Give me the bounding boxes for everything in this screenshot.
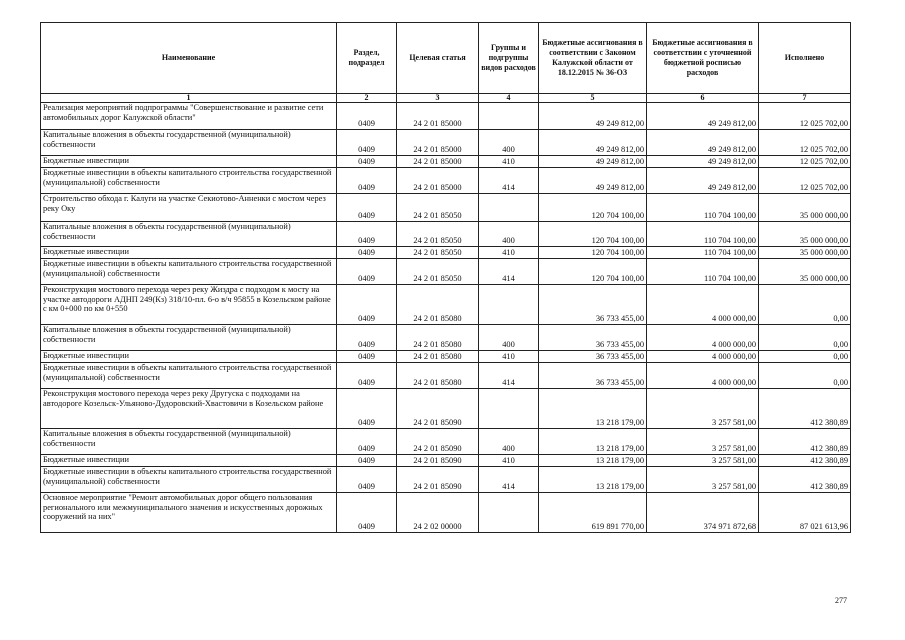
cell-refined-allocation: 4 000 000,00	[647, 325, 759, 351]
cell-target: 24 2 01 85080	[397, 351, 479, 363]
cell-name: Бюджетные инвестиции в объекты капитального строительства государственной (муниципальной) собственности	[41, 467, 337, 493]
table-row	[41, 351, 851, 363]
cell-section: 0409	[337, 389, 397, 429]
cell-section: 0409	[337, 103, 397, 130]
cell-target: 24 2 01 85000	[397, 130, 479, 156]
cell-executed: 0,00	[759, 325, 851, 351]
cell-executed: 35 000 000,00	[759, 259, 851, 285]
table-row	[41, 389, 851, 429]
header-executed: Исполнено	[759, 23, 851, 94]
table-row	[41, 285, 851, 325]
cell-law-allocation: 36 733 455,00	[539, 351, 647, 363]
cell-executed: 12 025 702,00	[759, 156, 851, 168]
cell-section: 0409	[337, 222, 397, 247]
cell-target: 24 2 01 85090	[397, 389, 479, 429]
cell-refined-allocation: 49 249 812,00	[647, 103, 759, 130]
cell-target: 24 2 01 85080	[397, 285, 479, 325]
cell-law-allocation: 36 733 455,00	[539, 325, 647, 351]
cell-law-allocation: 13 218 179,00	[539, 389, 647, 429]
cell-section: 0409	[337, 259, 397, 285]
cell-name: Бюджетные инвестиции	[41, 351, 337, 363]
table-row	[41, 467, 851, 493]
cell-group: 400	[479, 130, 539, 156]
budget-table	[40, 22, 851, 533]
cell-refined-allocation: 110 704 100,00	[647, 259, 759, 285]
cell-executed: 12 025 702,00	[759, 168, 851, 194]
table-row	[41, 493, 851, 533]
cell-refined-allocation: 4 000 000,00	[647, 363, 759, 389]
table-row	[41, 156, 851, 168]
header-groups: Группы и подгруппы видов расходов	[479, 23, 539, 94]
cell-law-allocation: 120 704 100,00	[539, 222, 647, 247]
cell-target: 24 2 01 85090	[397, 467, 479, 493]
cell-target: 24 2 01 85000	[397, 103, 479, 130]
cell-refined-allocation: 3 257 581,00	[647, 455, 759, 467]
cell-name: Основное мероприятие "Ремонт автомобильных дорог общего пользования регионального или межмуниципального значения и искусственных дорожных сооружений на них"	[41, 493, 337, 533]
header-refined-allocations: Бюджетные ассигнования в соответствии с уточненной бюджетной росписью расходов	[647, 23, 759, 94]
cell-group: 414	[479, 168, 539, 194]
cell-name: Реконструкция мостового перехода через реку Другуска с подходами на автодороге Козельск-Ульяново-Дудоровский-Хвастовичи в Козельском районе	[41, 389, 337, 429]
table-row	[41, 455, 851, 467]
cell-name: Бюджетные инвестиции	[41, 455, 337, 467]
cell-group: 400	[479, 325, 539, 351]
cell-refined-allocation: 49 249 812,00	[647, 156, 759, 168]
cell-section: 0409	[337, 363, 397, 389]
cell-group: 400	[479, 429, 539, 455]
cell-law-allocation: 36 733 455,00	[539, 363, 647, 389]
table-row	[41, 168, 851, 194]
cell-target: 24 2 01 85080	[397, 325, 479, 351]
col-number: 3	[397, 94, 479, 103]
cell-target: 24 2 02 00000	[397, 493, 479, 533]
table-row	[41, 247, 851, 259]
cell-executed: 12 025 702,00	[759, 130, 851, 156]
col-number: 1	[41, 94, 337, 103]
cell-target: 24 2 01 85080	[397, 363, 479, 389]
header-law-allocations: Бюджетные ассигнования в соответствии с Законом Калужской области от 18.12.2015 № 36-ОЗ	[539, 23, 647, 94]
col-number: 7	[759, 94, 851, 103]
cell-target: 24 2 01 85000	[397, 168, 479, 194]
cell-refined-allocation: 4 000 000,00	[647, 285, 759, 325]
cell-group: 400	[479, 222, 539, 247]
cell-executed: 0,00	[759, 285, 851, 325]
table-row	[41, 363, 851, 389]
cell-executed: 412 380,89	[759, 389, 851, 429]
cell-executed: 412 380,89	[759, 467, 851, 493]
cell-law-allocation: 13 218 179,00	[539, 467, 647, 493]
cell-law-allocation: 36 733 455,00	[539, 285, 647, 325]
table-row	[41, 259, 851, 285]
cell-refined-allocation: 110 704 100,00	[647, 222, 759, 247]
header-row	[41, 23, 851, 94]
cell-name: Реализация мероприятий подпрограммы "Совершенствование и развитие сети автомобильных дорог Калужской области"	[41, 103, 337, 130]
header-name: Наименование	[41, 23, 337, 94]
page-number: 277	[835, 596, 847, 605]
cell-refined-allocation: 110 704 100,00	[647, 247, 759, 259]
cell-target: 24 2 01 85000	[397, 156, 479, 168]
cell-group	[479, 194, 539, 222]
cell-executed: 35 000 000,00	[759, 222, 851, 247]
cell-law-allocation: 120 704 100,00	[539, 259, 647, 285]
cell-executed: 412 380,89	[759, 429, 851, 455]
cell-section: 0409	[337, 130, 397, 156]
col-number: 4	[479, 94, 539, 103]
header-target: Целевая статья	[397, 23, 479, 94]
table-body	[41, 103, 851, 533]
col-number: 2	[337, 94, 397, 103]
cell-group: 410	[479, 455, 539, 467]
cell-section: 0409	[337, 285, 397, 325]
cell-name: Бюджетные инвестиции	[41, 156, 337, 168]
cell-law-allocation: 13 218 179,00	[539, 429, 647, 455]
column-number-row	[41, 94, 851, 103]
cell-group: 410	[479, 156, 539, 168]
cell-section: 0409	[337, 351, 397, 363]
table-row	[41, 194, 851, 222]
cell-executed: 35 000 000,00	[759, 247, 851, 259]
cell-name: Бюджетные инвестиции в объекты капитального строительства государственной (муниципальной) собственности	[41, 259, 337, 285]
cell-executed: 87 021 613,96	[759, 493, 851, 533]
cell-section: 0409	[337, 247, 397, 259]
cell-name: Капитальные вложения в объекты государственной (муниципальной) собственности	[41, 222, 337, 247]
cell-target: 24 2 01 85050	[397, 194, 479, 222]
cell-name: Бюджетные инвестиции	[41, 247, 337, 259]
cell-section: 0409	[337, 467, 397, 493]
cell-section: 0409	[337, 168, 397, 194]
cell-section: 0409	[337, 455, 397, 467]
cell-name: Капитальные вложения в объекты государственной (муниципальной) собственности	[41, 325, 337, 351]
cell-refined-allocation: 3 257 581,00	[647, 429, 759, 455]
cell-law-allocation: 13 218 179,00	[539, 455, 647, 467]
header-section: Раздел, подраздел	[337, 23, 397, 94]
cell-refined-allocation: 3 257 581,00	[647, 389, 759, 429]
cell-law-allocation: 120 704 100,00	[539, 247, 647, 259]
cell-section: 0409	[337, 429, 397, 455]
cell-target: 24 2 01 85090	[397, 455, 479, 467]
cell-refined-allocation: 4 000 000,00	[647, 351, 759, 363]
table-row	[41, 222, 851, 247]
cell-name: Бюджетные инвестиции в объекты капитального строительства государственной (муниципальной) собственности	[41, 168, 337, 194]
cell-executed: 0,00	[759, 351, 851, 363]
cell-law-allocation: 49 249 812,00	[539, 156, 647, 168]
table-row	[41, 103, 851, 130]
cell-executed: 0,00	[759, 363, 851, 389]
cell-section: 0409	[337, 493, 397, 533]
cell-group: 410	[479, 351, 539, 363]
cell-executed: 412 380,89	[759, 455, 851, 467]
cell-target: 24 2 01 85050	[397, 222, 479, 247]
cell-refined-allocation: 110 704 100,00	[647, 194, 759, 222]
cell-executed: 35 000 000,00	[759, 194, 851, 222]
cell-name: Бюджетные инвестиции в объекты капитального строительства государственной (муниципальной) собственности	[41, 363, 337, 389]
cell-refined-allocation: 49 249 812,00	[647, 168, 759, 194]
cell-law-allocation: 49 249 812,00	[539, 168, 647, 194]
cell-law-allocation: 619 891 770,00	[539, 493, 647, 533]
cell-law-allocation: 49 249 812,00	[539, 130, 647, 156]
cell-refined-allocation: 3 257 581,00	[647, 467, 759, 493]
cell-group	[479, 493, 539, 533]
cell-group	[479, 389, 539, 429]
cell-group: 410	[479, 247, 539, 259]
cell-law-allocation: 120 704 100,00	[539, 194, 647, 222]
cell-name: Реконструкция мостового перехода через реку Жиздра с подходом к мосту на участке автодороги АДНП 249(Кз) 318/10-пл. 6-о в/ч 95855 в Козельском районе с км 0+000 по км 0+550	[41, 285, 337, 325]
cell-law-allocation: 49 249 812,00	[539, 103, 647, 130]
col-number: 6	[647, 94, 759, 103]
table-row	[41, 130, 851, 156]
cell-section: 0409	[337, 156, 397, 168]
cell-group: 414	[479, 363, 539, 389]
cell-target: 24 2 01 85050	[397, 259, 479, 285]
cell-group	[479, 285, 539, 325]
cell-name: Строительство обхода г. Калуги на участке Секиотово-Анненки с мостом через реку Оку	[41, 194, 337, 222]
cell-target: 24 2 01 85090	[397, 429, 479, 455]
cell-name: Капитальные вложения в объекты государственной (муниципальной) собственности	[41, 130, 337, 156]
cell-name: Капитальные вложения в объекты государственной (муниципальной) собственности	[41, 429, 337, 455]
cell-refined-allocation: 49 249 812,00	[647, 130, 759, 156]
cell-section: 0409	[337, 194, 397, 222]
cell-section: 0409	[337, 325, 397, 351]
table-row	[41, 325, 851, 351]
col-number: 5	[539, 94, 647, 103]
cell-refined-allocation: 374 971 872,68	[647, 493, 759, 533]
cell-group: 414	[479, 467, 539, 493]
cell-target: 24 2 01 85050	[397, 247, 479, 259]
cell-executed: 12 025 702,00	[759, 103, 851, 130]
table-row	[41, 429, 851, 455]
cell-group: 414	[479, 259, 539, 285]
cell-group	[479, 103, 539, 130]
